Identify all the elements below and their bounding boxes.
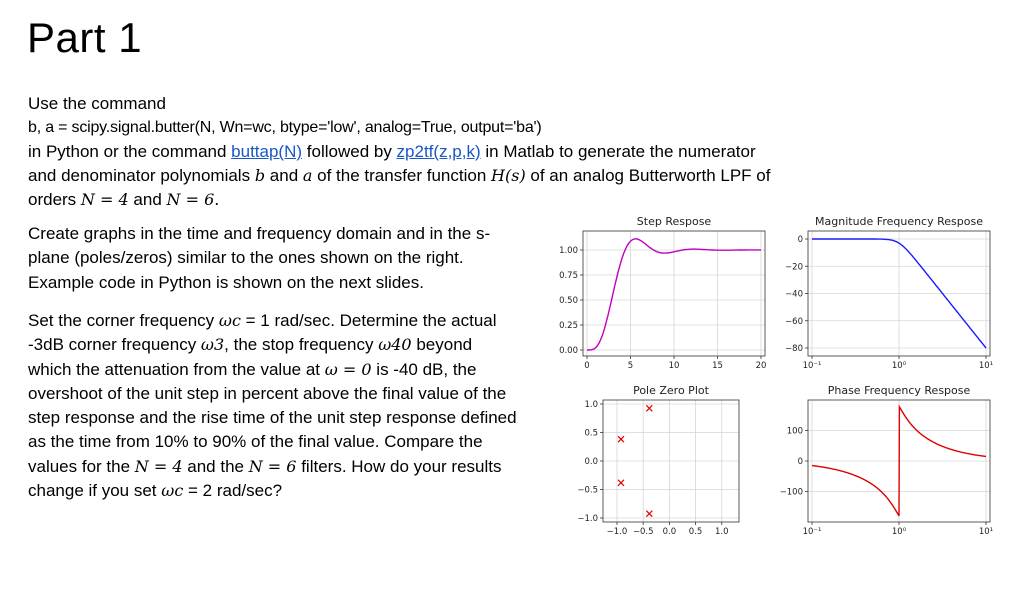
math-wc: ωc xyxy=(161,481,184,501)
task-text: filters. How do your results change if you set xyxy=(28,456,502,501)
task-text: beyond which the attenuation from the value at xyxy=(28,335,473,379)
pole-marker xyxy=(618,436,624,442)
x-tick-label: −0.5 xyxy=(632,527,654,537)
y-tick-label: 1.0 xyxy=(584,400,598,410)
y-tick-label: 0.50 xyxy=(559,296,578,306)
intro-text: followed by xyxy=(302,142,397,161)
y-tick-label: −100 xyxy=(779,487,803,498)
x-tick-label: 10¹ xyxy=(978,527,994,537)
y-tick-label: −40 xyxy=(785,289,803,300)
pole-marker xyxy=(646,405,652,411)
x-tick-label: 10 xyxy=(668,361,680,371)
math-w40: ω40 xyxy=(378,335,412,355)
y-tick-label: −60 xyxy=(785,316,803,327)
pole-marker xyxy=(646,511,652,517)
y-tick-label: 1.00 xyxy=(559,246,578,256)
plot-frame xyxy=(808,400,990,522)
y-tick-label: 0 xyxy=(797,235,803,245)
buttap-link[interactable]: buttap(N) xyxy=(231,142,303,161)
plot-frame xyxy=(808,231,990,356)
task-text: = 2 rad/sec? xyxy=(183,481,283,501)
plot-frame xyxy=(603,400,739,522)
x-tick-label: 10⁻¹ xyxy=(802,361,822,371)
y-tick-label: 0.00 xyxy=(559,346,578,356)
y-tick-label: 0.25 xyxy=(559,321,578,331)
plot-frame xyxy=(583,231,765,356)
y-tick-label: 0 xyxy=(797,457,803,467)
chart-title: Step Respose xyxy=(636,215,712,228)
python-command: b, a = scipy.signal.butter(N, Wn=wc, btype='low', analog=True, output='ba') xyxy=(28,119,542,136)
math-w0: ω = 0 xyxy=(324,359,372,379)
x-tick-label: 10⁻¹ xyxy=(802,527,822,537)
intro-line-5 xyxy=(28,188,888,212)
task-text: Set the corner frequency xyxy=(28,311,219,330)
math-Hs: H(s) xyxy=(491,166,526,185)
intro-paragraph xyxy=(28,92,888,212)
math-wc: ωc xyxy=(218,311,241,330)
y-tick-label: −1.0 xyxy=(577,514,598,524)
math-N6: N = 6. xyxy=(166,190,220,209)
y-tick-label: 0.5 xyxy=(584,428,598,439)
magnitude-line xyxy=(812,239,986,348)
x-tick-label: 5 xyxy=(627,361,634,371)
task-paragraph xyxy=(28,309,518,503)
x-tick-label: 15 xyxy=(712,361,723,371)
x-tick-label: 10⁰ xyxy=(891,361,907,371)
page-title: Part 1 xyxy=(27,14,143,61)
x-tick-label: −1.0 xyxy=(606,527,628,537)
y-tick-label: −80 xyxy=(785,344,803,354)
y-tick-label: 100 xyxy=(786,426,803,437)
phase-line xyxy=(812,407,986,516)
x-tick-label: 0.5 xyxy=(688,527,703,537)
step-response-line xyxy=(587,239,761,350)
x-tick-label: 1.0 xyxy=(714,527,729,537)
task-text: , the stop frequency xyxy=(224,335,379,355)
intro-line-1: Use the command xyxy=(28,94,166,113)
intro-text: and xyxy=(265,166,303,185)
math-N4: N = 4 xyxy=(80,190,129,209)
pole-marker xyxy=(618,480,624,486)
task-text: = 1 rad/sec. Determine the actual -3dB corner frequency xyxy=(28,311,497,355)
x-tick-label: 20 xyxy=(755,361,767,371)
chart-title: Magnitude Frequency Respose xyxy=(815,215,983,228)
y-tick-label: −0.5 xyxy=(577,485,598,496)
x-tick-label: 0 xyxy=(584,361,590,371)
math-w3: ω3 xyxy=(200,335,225,355)
intro-text: and xyxy=(128,190,167,209)
chart-title: Phase Frequency Respose xyxy=(827,384,971,397)
math-N6: N = 6 xyxy=(248,456,297,476)
intro-text: of an analog Butterworth LPF of xyxy=(525,166,771,185)
task-text: is -40 dB, the overshoot of the unit step in percent above the final value of the step response and the rise time of the unit step response defined as the time from 10% to 90% of the final value. Compare the values for the xyxy=(28,359,517,476)
y-tick-label: 0.75 xyxy=(559,271,578,281)
x-tick-label: 10¹ xyxy=(978,361,994,371)
y-tick-label: 0.0 xyxy=(584,457,598,467)
chart-title: Pole Zero Plot xyxy=(633,384,709,397)
intro-line-4 xyxy=(28,164,888,188)
y-tick-label: −20 xyxy=(785,262,803,273)
intro-text: orders xyxy=(28,190,81,209)
math-N4: N = 4 xyxy=(134,456,183,476)
intro-text: in Python or the command xyxy=(28,142,232,161)
math-b: b xyxy=(254,166,266,185)
zp2tf-link[interactable]: zp2tf(z,p,k) xyxy=(396,142,481,161)
graphs-paragraph: Create graphs in the time and frequency domain and in the s-plane (poles/zeros) similar to the ones shown on the right. Example code in Python is shown on the next slides. xyxy=(28,224,491,292)
x-tick-label: 10⁰ xyxy=(891,527,907,537)
intro-text: of the transfer function xyxy=(312,166,492,185)
intro-text: and denominator polynomials xyxy=(28,166,255,185)
intro-line-3 xyxy=(28,140,888,164)
intro-text: in Matlab to generate the numerator xyxy=(480,142,756,161)
x-tick-label: 0.0 xyxy=(662,527,677,537)
math-a: a xyxy=(302,166,313,185)
task-text: and the xyxy=(182,456,249,476)
